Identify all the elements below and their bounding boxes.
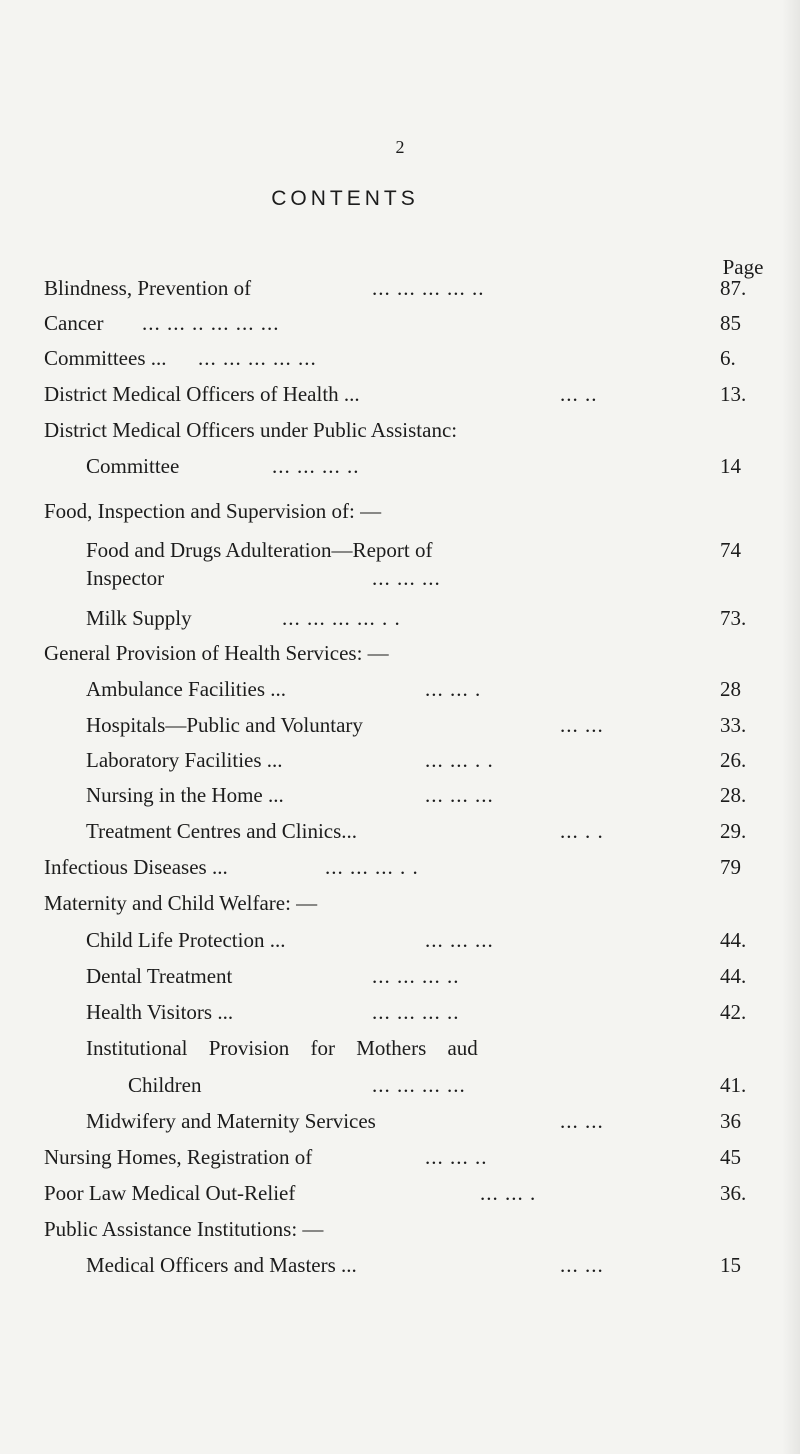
toc-entry-label: Health Visitors ...	[86, 1000, 234, 1024]
toc-leader-dots: ... ..	[560, 382, 598, 406]
toc-entry	[0, 276, 800, 316]
toc-entry-label: Committee	[86, 454, 180, 478]
toc-leader-dots: ... ... .	[480, 1181, 537, 1205]
toc-entry-page: 74	[720, 538, 741, 562]
toc-entry	[0, 855, 800, 895]
toc-leader-dots: ... ... ... ..	[372, 1000, 460, 1024]
toc-entry-page: 14	[720, 454, 741, 478]
toc-entry	[0, 783, 800, 823]
toc-entry-label: Public Assistance Institutions: —	[44, 1217, 324, 1241]
page-number: 2	[395, 137, 405, 157]
toc-entry-label: Food, Inspection and Supervision of: —	[44, 499, 382, 523]
page-title: CONTENTS	[271, 187, 419, 210]
toc-entry-label: Child Life Protection ...	[86, 928, 286, 952]
toc-entry-label: General Provision of Health Services: —	[44, 641, 389, 665]
toc-entry-page: 44.	[720, 964, 747, 988]
toc-leader-dots: ... ... ... ... . .	[282, 606, 401, 630]
toc-leader-dots: ... ... ... ...	[372, 1073, 466, 1097]
toc-entry-label: District Medical Officers of Health ...	[44, 382, 360, 406]
toc-entry	[0, 964, 800, 1004]
toc-section-heading	[0, 891, 800, 931]
toc-entry-page: 28	[720, 677, 741, 701]
toc-entry	[0, 1036, 800, 1076]
toc-entry-page: 85	[720, 311, 741, 335]
toc-leader-dots: ... ...	[560, 1109, 604, 1133]
toc-leader-dots: ... ... ...	[425, 783, 494, 807]
toc-entry-label: Medical Officers and Masters ...	[86, 1253, 357, 1277]
toc-entry	[0, 1073, 800, 1113]
toc-entry-label: Inspector	[86, 566, 165, 590]
toc-leader-dots: ... ... ... ... ..	[372, 276, 485, 300]
toc-entry	[0, 311, 800, 351]
toc-entry-label: Milk Supply	[86, 606, 192, 630]
toc-entry-label: Children	[128, 1073, 202, 1097]
toc-leader-dots: ... . .	[560, 819, 604, 843]
toc-entry	[0, 1181, 800, 1221]
toc-entry-page: 44.	[720, 928, 747, 952]
toc-entry-label: Hospitals—Public and Voluntary	[86, 713, 363, 737]
toc-entry	[0, 928, 800, 968]
toc-leader-dots: ... ... . .	[425, 748, 494, 772]
toc-entry-label: Ambulance Facilities ...	[86, 677, 287, 701]
toc-entry-label: Treatment Centres and Clinics...	[86, 819, 358, 843]
toc-entry-label: Infectious Diseases ...	[44, 855, 228, 879]
toc-entry-label: Maternity and Child Welfare: —	[44, 891, 318, 915]
toc-entry-page: 36.	[720, 1181, 747, 1205]
toc-entry	[0, 1000, 800, 1040]
toc-leader-dots: ... ... .	[425, 677, 482, 701]
toc-entry-label: Committees ...	[44, 346, 167, 370]
toc-leader-dots: ... ... ...	[425, 928, 494, 952]
toc-entry	[0, 748, 800, 788]
toc-entry	[0, 454, 800, 494]
toc-leader-dots: ... ... ...	[372, 566, 441, 590]
toc-entry-label: Dental Treatment	[86, 964, 233, 988]
toc-entry-label: Blindness, Prevention of	[44, 276, 252, 300]
toc-section-heading	[0, 641, 800, 681]
toc-entry	[0, 713, 800, 753]
toc-entry	[0, 1109, 800, 1149]
toc-entry-label: District Medical Officers under Public Assistanc:	[44, 418, 458, 442]
toc-leader-dots: ... ... ..	[425, 1145, 488, 1169]
toc-entry-page: 36	[720, 1109, 741, 1133]
toc-entry	[0, 677, 800, 717]
toc-entry-page: 87.	[720, 276, 747, 300]
toc-entry	[0, 418, 800, 458]
toc-entry-page: 79	[720, 855, 741, 879]
toc-entry-page: 28.	[720, 783, 747, 807]
toc-entry	[0, 606, 800, 646]
toc-leader-dots: ... ... ... ..	[372, 964, 460, 988]
toc-entry-page: 26.	[720, 748, 747, 772]
toc-entry-page: 45	[720, 1145, 741, 1169]
toc-leader-dots: ... ... ... . .	[325, 855, 419, 879]
toc-entry-label: Food and Drugs Adulteration—Report of	[86, 538, 433, 562]
toc-entry-label: Laboratory Facilities ...	[86, 748, 283, 772]
toc-entry-page: 42.	[720, 1000, 747, 1024]
toc-leader-dots: ... ...	[560, 1253, 604, 1277]
toc-section-heading	[0, 499, 800, 539]
toc-entry-label: Midwifery and Maternity Services	[86, 1109, 376, 1133]
page-edge-shadow	[782, 0, 800, 1454]
toc-entry-label: Nursing Homes, Registration of	[44, 1145, 313, 1169]
toc-entry-page: 6.	[720, 346, 736, 370]
toc-entry	[0, 566, 800, 606]
toc-entry-label: Nursing in the Home ...	[86, 783, 284, 807]
toc-leader-dots: ... ... ... ..	[272, 454, 360, 478]
toc-entry	[0, 1253, 800, 1293]
toc-entry-page: 29.	[720, 819, 747, 843]
toc-leader-dots: ... ... ... ... ...	[198, 346, 317, 370]
page-column-header: Page	[722, 255, 764, 279]
toc-entry-page: 33.	[720, 713, 747, 737]
toc-section-heading	[0, 1217, 800, 1257]
toc-entry-label: Institutional Provision for Mothers aud	[86, 1036, 478, 1060]
toc-leader-dots: ... ...	[560, 713, 604, 737]
toc-entry-label: Cancer	[44, 311, 104, 335]
toc-entry	[0, 819, 800, 859]
toc-entry-page: 73.	[720, 606, 747, 630]
toc-entry-label: Poor Law Medical Out-Relief	[44, 1181, 296, 1205]
toc-entry	[0, 346, 800, 386]
toc-leader-dots: ... ... .. ... ... ...	[142, 311, 280, 335]
toc-entry-page: 41.	[720, 1073, 747, 1097]
toc-entry-page: 15	[720, 1253, 741, 1277]
toc-entry	[0, 1145, 800, 1185]
toc-entry-page: 13.	[720, 382, 747, 406]
toc-entry	[0, 382, 800, 422]
